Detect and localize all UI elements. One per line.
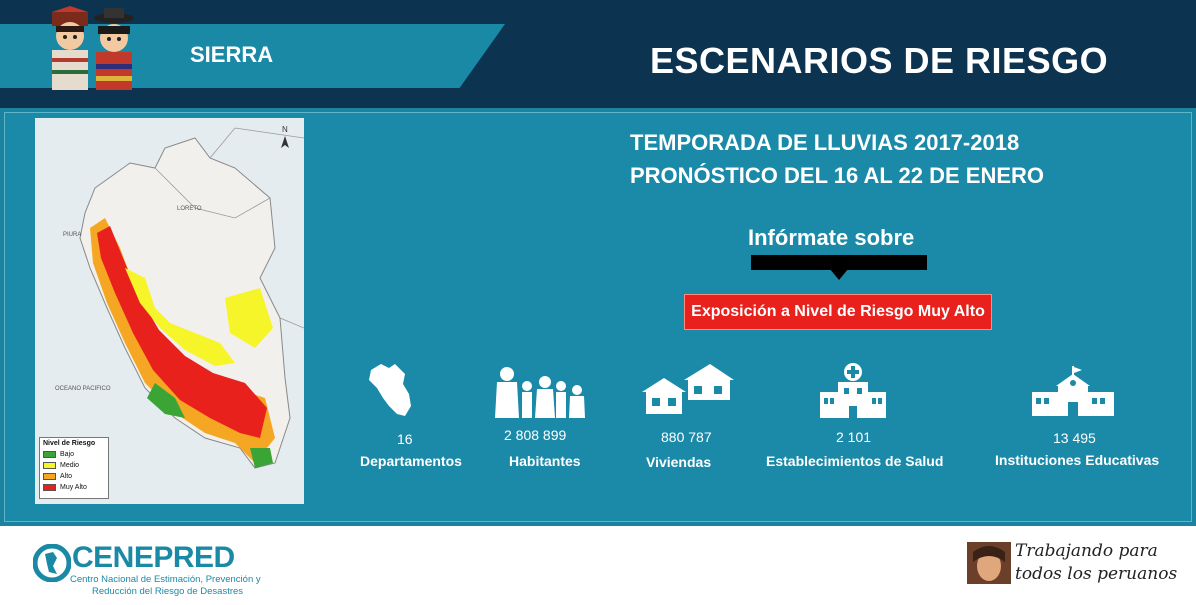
stat-viviendas-label: Viviendas: [646, 454, 712, 470]
legend-swatch-bajo: [43, 451, 56, 458]
legend-item: [43, 482, 105, 493]
season-title: TEMPORADA DE LLUVIAS 2017-2018: [630, 130, 1020, 155]
info-label: Infórmate sobre: [748, 225, 915, 250]
stat-departamentos-label: Departamentos: [360, 453, 462, 469]
legend-swatch-alto: [43, 473, 56, 480]
map-legend: [39, 437, 109, 499]
houses-icon: [640, 362, 736, 418]
stat-salud-label: Establecimientos de Salud: [766, 453, 944, 469]
exposure-button[interactable]: Exposición a Nivel de Riesgo Muy Alto: [684, 294, 992, 330]
peru-map-icon: [365, 362, 413, 420]
stat-salud-value: 2 101: [836, 429, 872, 445]
legend-label: Alto: [60, 473, 73, 480]
legend-item: [43, 449, 105, 460]
legend-item: [43, 460, 105, 471]
forecast-title: PRONÓSTICO DEL 16 AL 22 DE ENERO: [630, 163, 1045, 188]
school-icon: [1030, 366, 1116, 418]
stat-viviendas-value: 880 787: [661, 429, 712, 445]
legend-title: Nivel de Riesgo: [43, 440, 96, 447]
people-icon: [493, 366, 587, 418]
loreto-label: LORETO: [177, 206, 202, 212]
piura-label: PIURA: [63, 232, 82, 238]
cenepred-logo-name: CENEPRED: [72, 541, 235, 574]
legend-label: Bajo: [60, 451, 75, 458]
stat-educativas-value: 13 495: [1053, 430, 1096, 446]
cenepred-logo-icon: [33, 544, 71, 582]
mascots-illustration: [48, 6, 140, 90]
stat-educativas-label: Instituciones Educativas: [995, 452, 1160, 468]
legend-label: Muy Alto: [60, 484, 87, 491]
stat-departamentos-value: 16: [397, 431, 413, 447]
stat-habitantes-label: Habitantes: [509, 453, 581, 469]
legend-label: Medio: [60, 462, 80, 469]
slogan-line-1: Trabajando para: [1015, 541, 1158, 561]
cenepred-subtitle-2: Reducción del Riesgo de Desastres: [92, 586, 244, 597]
slogan-photo: [967, 542, 1011, 584]
ocean-label: OCEANO PACIFICO: [55, 386, 111, 392]
region-label: SIERRA: [190, 42, 274, 67]
hospital-icon: [818, 362, 888, 420]
north-label: N: [282, 125, 288, 134]
info-arrow-icon: [829, 268, 849, 280]
legend-swatch-medio: [43, 462, 56, 469]
stat-habitantes-value: 2 808 899: [504, 427, 567, 443]
legend-swatch-muy-alto: [43, 484, 56, 491]
legend-item: [43, 471, 105, 482]
cenepred-subtitle-1: Centro Nacional de Estimación, Prevención y: [70, 574, 261, 585]
slogan-line-2: todos los peruanos: [1015, 564, 1178, 584]
page-title: ESCENARIOS DE RIESGO: [650, 40, 1109, 81]
